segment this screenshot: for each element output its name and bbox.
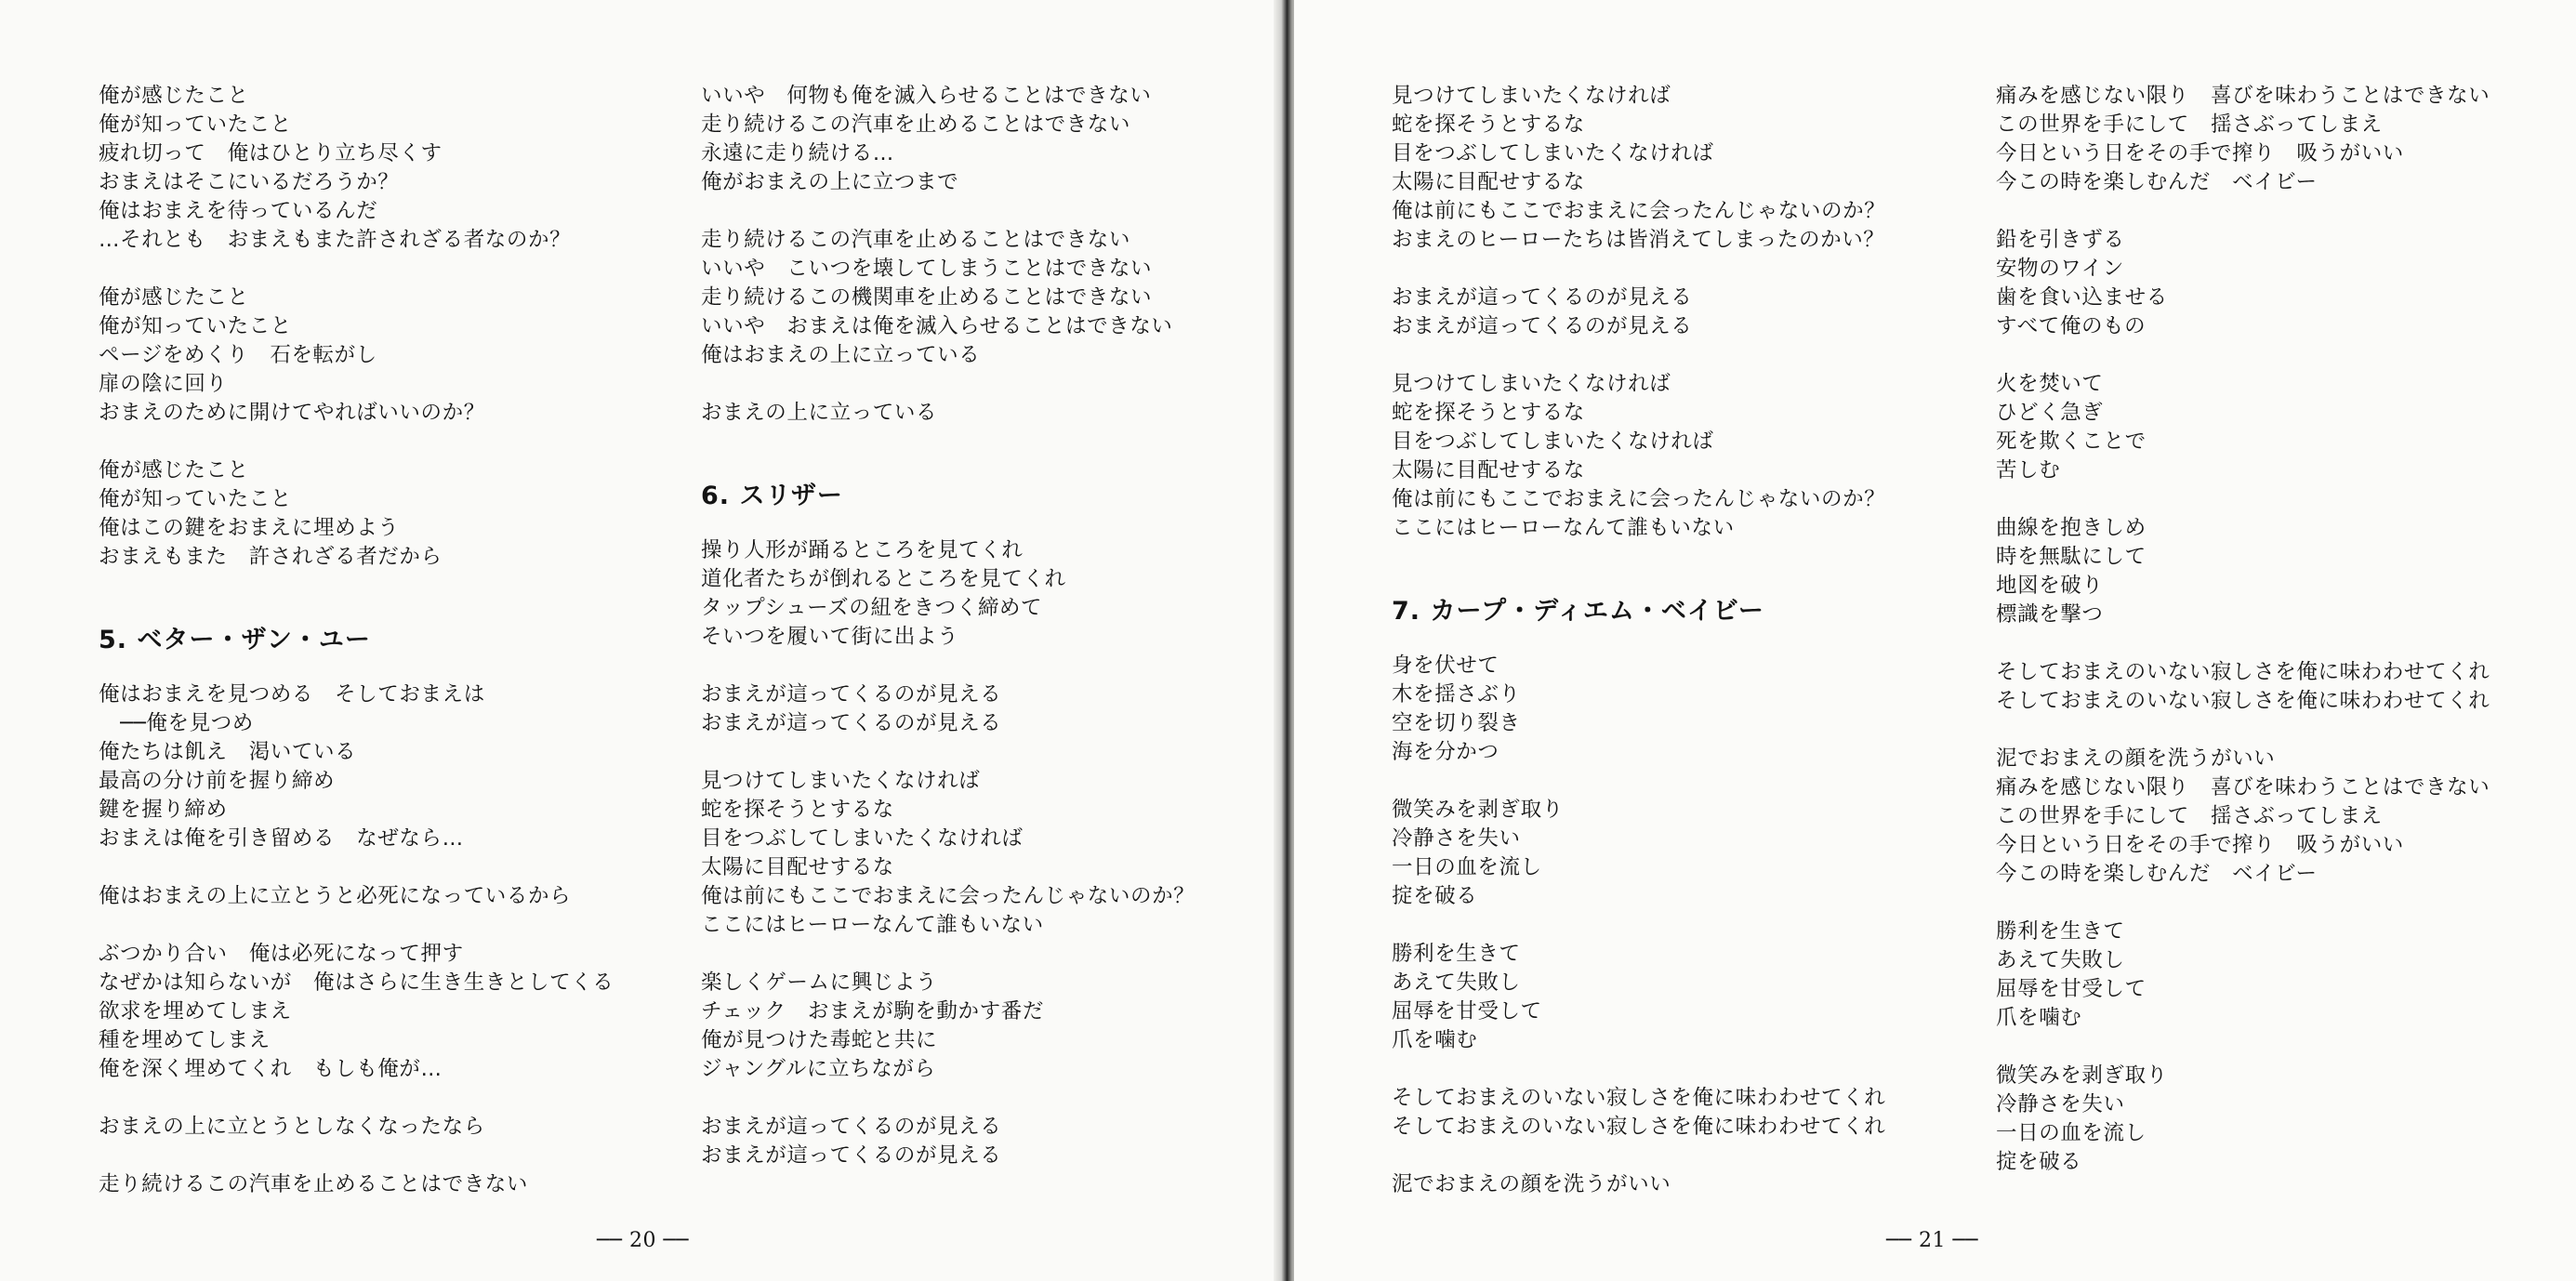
lyric-line: 一日の血を流し	[1392, 855, 1542, 879]
title-spacer	[701, 456, 1195, 478]
lyric-line: おまえが這ってくるのが見える	[701, 682, 1002, 707]
lyric-line: 走り続けるこの汽車を止めることはできない	[701, 112, 1131, 137]
lyric-line: 俺はおまえの上に立っている	[701, 343, 981, 367]
lyric-line: 目をつぶしてしまいたくなければ	[1392, 429, 1714, 454]
page-number-20: ── 20 ──	[597, 1229, 689, 1252]
lyric-line: 俺が感じたこと	[99, 458, 249, 482]
lyric-line: 鍵を握り締め	[99, 798, 228, 822]
lyric-line: この世界を手にして 揺さぶってしまえ	[1996, 112, 2383, 137]
lyric-line: 一日の血を流し	[1996, 1121, 2147, 1145]
stanza-break	[1392, 911, 1885, 940]
lyric-line: 疲れ切って 俺はひとり立ち尽くす	[99, 141, 443, 165]
song-title: 7. カープ・ディエム・ベイビー	[1392, 597, 1764, 626]
lyric-line: 太陽に目配せするな	[701, 855, 894, 879]
stanza-break	[99, 428, 614, 456]
stanza-break	[1996, 485, 2490, 514]
stanza-break	[99, 1142, 614, 1170]
lyric-line: 俺たちは飢え 渇いている	[99, 740, 357, 764]
lyric-line: 俺は前にもここでおまえに会ったんじゃないのか？	[701, 884, 1196, 908]
stanza-break	[701, 1084, 1195, 1113]
lyric-line: 海を分かつ	[1392, 740, 1499, 764]
lyric-line: 泥でおまえの顔を洗うがいい	[1392, 1172, 1671, 1196]
stanza-break	[701, 738, 1195, 767]
lyric-line: 今この時を楽しむんだ ベイビー	[1996, 170, 2318, 194]
lyric-line: 見つけてしまいたくなければ	[701, 769, 981, 793]
lyric-line: 掟を破る	[1392, 884, 1478, 908]
lyric-line: 最高の分け前を握り締め	[99, 769, 336, 793]
lyric-line: 目をつぶしてしまいたくなければ	[701, 826, 1024, 851]
lyric-line: …それとも おまえもまた許されざる者なのか？	[99, 228, 572, 252]
stanza-break	[701, 197, 1195, 226]
lyric-line: 欲求を埋めてしまえ	[99, 999, 292, 1023]
stanza-break	[1392, 1055, 1885, 1084]
lyric-line: 俺はおまえを見つめる そしておまえは	[99, 682, 485, 707]
lyric-line: 屈辱を甘受して	[1996, 977, 2147, 1001]
lyric-line: 掟を破る	[1996, 1150, 2082, 1174]
lyric-line: ジャングルに立ちながら	[701, 1057, 936, 1081]
lyric-line: そいつを履いて街に出よう	[701, 625, 959, 649]
lyric-line: 身を伏せて	[1392, 654, 1499, 678]
lyric-line: 空を切り裂き	[1392, 711, 1521, 735]
stanza-break	[1392, 1142, 1885, 1170]
lyric-line: 見つけてしまいたくなければ	[1392, 84, 1671, 108]
title-spacer	[701, 515, 1195, 536]
lyric-line: 扉の陰に回り	[99, 372, 228, 396]
right-page-column-1	[1392, 82, 1885, 1199]
stanza-break	[99, 1084, 614, 1113]
lyric-line: 時を無駄にして	[1996, 545, 2147, 569]
lyric-line: おまえはそこにいるだろうか？	[99, 170, 400, 194]
lyric-line: そしておまえのいない寂しさを俺に味わわせてくれ	[1996, 660, 2490, 684]
lyric-line: 爪を噛む	[1392, 1028, 1478, 1052]
lyric-line: 屈辱を甘受して	[1392, 999, 1542, 1023]
stanza-break	[1996, 197, 2490, 226]
right-page-column-2	[1996, 82, 2490, 1177]
lyric-line: いいや 何物も俺を滅入らせることはできない	[701, 84, 1152, 108]
lyric-line: 痛みを感じない限り 喜びを味わうことはできない	[1996, 775, 2490, 799]
stanza-break	[1392, 341, 1885, 370]
stanza-break	[1996, 716, 2490, 745]
stanza-break	[1996, 629, 2490, 658]
lyric-line: 走り続けるこの汽車を止めることはできない	[701, 228, 1131, 252]
song-title: 6. スリザー	[701, 482, 843, 510]
lyric-line: 俺はこの鍵をおまえに埋めよう	[99, 516, 400, 540]
lyric-line: 微笑みを剥ぎ取り	[1392, 798, 1564, 822]
song-title: 5. ベター・ザン・ユー	[99, 626, 371, 654]
lyric-line: 俺が見つけた毒蛇と共に	[701, 1028, 938, 1052]
lyric-line: 歯を食い込ませる	[1996, 285, 2168, 310]
lyric-line: 地図を破り	[1996, 574, 2104, 598]
stanza-break	[701, 940, 1195, 969]
lyric-line: 走り続けるこの汽車を止めることはできない	[99, 1172, 529, 1196]
lyric-line: なぜかは知らないが 俺はさらに生き生きとしてくる	[99, 971, 614, 995]
lyric-line: 俺が知っていたこと	[99, 314, 292, 338]
lyric-line: 死を欺くことで	[1996, 429, 2147, 454]
lyric-line: そしておまえのいない寂しさを俺に味わわせてくれ	[1392, 1086, 1886, 1110]
lyric-line: タップシューズの紐をきつく締めて	[701, 596, 1043, 620]
lyric-line: チェック おまえが駒を動かす番だ	[701, 999, 1044, 1023]
stanza-break	[99, 911, 614, 940]
lyric-line: おまえは俺を引き留める なぜなら…	[99, 826, 464, 851]
lyric-line: おまえのために開けてやればいいのか？	[99, 401, 485, 425]
lyric-line: 種を埋めてしまえ	[99, 1028, 271, 1052]
left-page	[0, 0, 1285, 1281]
stanza-break	[701, 428, 1195, 456]
stanza-break	[1996, 889, 2490, 918]
lyric-line: 苦しむ	[1996, 458, 2061, 482]
lyric-line: 俺はおまえの上に立とうと必死になっているから	[99, 884, 572, 908]
lyric-line: 俺はおまえを待っているんだ	[99, 199, 378, 223]
lyric-line: 微笑みを剥ぎ取り	[1996, 1063, 2168, 1088]
lyric-line: 太陽に目配せするな	[1392, 458, 1585, 482]
lyric-line: 今日という日をその手で搾り 吸うがいい	[1996, 833, 2404, 857]
left-page-column-1	[99, 82, 614, 1199]
lyric-line: 木を揺さぶり	[1392, 682, 1521, 707]
stanza-break	[1392, 255, 1885, 284]
stanza-break	[1392, 767, 1885, 796]
lyric-line: 俺が感じたこと	[99, 285, 249, 310]
stanza-break	[99, 853, 614, 882]
lyric-line: おまえの上に立とうとしなくなったなら	[99, 1115, 485, 1139]
stanza-break	[99, 572, 614, 601]
lyric-line: 永遠に走り続ける…	[701, 141, 894, 165]
title-spacer	[1392, 572, 1885, 593]
lyric-line: 俺は前にもここでおまえに会ったんじゃないのか？	[1392, 487, 1886, 511]
lyric-line: 鉛を引きずる	[1996, 228, 2125, 252]
lyric-line: おまえもまた 許されざる者だから	[99, 545, 443, 569]
lyric-line: 俺が知っていたこと	[99, 487, 292, 511]
lyric-line: 太陽に目配せするな	[1392, 170, 1585, 194]
title-spacer	[99, 659, 614, 680]
lyric-line: おまえが這ってくるのが見える	[1392, 285, 1693, 310]
page-number-21: ── 21 ──	[1886, 1229, 1978, 1252]
lyric-line: 蛇を探そうとするな	[701, 798, 894, 822]
lyric-line: いいや こいつを壊してしまうことはできない	[701, 257, 1153, 281]
title-spacer	[1392, 630, 1885, 652]
lyric-line: 目をつぶしてしまいたくなければ	[1392, 141, 1714, 165]
lyric-line: 道化者たちが倒れるところを見てくれ	[701, 567, 1066, 591]
lyric-line: 曲線を抱きしめ	[1996, 516, 2147, 540]
stanza-break	[1392, 543, 1885, 572]
lyric-line: おまえのヒーローたちは皆消えてしまったのかい？	[1392, 228, 1885, 252]
lyric-line: 操り人形が踊るところを見てくれ	[701, 538, 1024, 562]
stanza-break	[99, 255, 614, 284]
lyric-line: 泥でおまえの顔を洗うがいい	[1996, 746, 2276, 771]
lyric-line: 今日という日をその手で搾り 吸うがいい	[1996, 141, 2404, 165]
title-spacer	[99, 601, 614, 622]
lyric-line: 俺がおまえの上に立つまで	[701, 170, 959, 194]
lyric-line: 標識を撃つ	[1996, 602, 2104, 627]
lyric-line: 痛みを感じない限り 喜びを味わうことはできない	[1996, 84, 2490, 108]
lyric-line: そしておまえのいない寂しさを俺に味わわせてくれ	[1392, 1115, 1886, 1139]
left-page-column-2	[701, 82, 1195, 1170]
lyric-line: 楽しくゲームに興じよう	[701, 971, 938, 995]
lyric-line: 安物のワイン	[1996, 257, 2124, 281]
lyric-line: ここにはヒーローなんて誰もいない	[701, 913, 1044, 937]
lyric-line: いいや おまえは俺を滅入らせることはできない	[701, 314, 1173, 338]
lyric-line: 蛇を探そうとするな	[1392, 401, 1585, 425]
lyric-line: ぶつかり合い 俺は必死になって押す	[99, 942, 464, 966]
lyric-line: ページをめくり 石を転がし	[99, 343, 377, 367]
lyric-line: おまえが這ってくるのが見える	[701, 1143, 1002, 1168]
lyric-line: 俺を深く埋めてくれ もしも俺が…	[99, 1057, 443, 1081]
lyric-line: ここにはヒーローなんて誰もいない	[1392, 516, 1735, 540]
lyric-line: ──俺を見つめ	[99, 711, 254, 735]
stanza-break	[701, 652, 1195, 680]
lyric-line: この世界を手にして 揺さぶってしまえ	[1996, 804, 2383, 828]
stanza-break	[1996, 1033, 2490, 1062]
lyric-line: 冷静さを失い	[1996, 1092, 2125, 1116]
lyric-line: おまえが這ってくるのが見える	[701, 711, 1002, 735]
stanza-break	[1996, 341, 2490, 370]
lyric-line: 俺が感じたこと	[99, 84, 249, 108]
lyric-line: 爪を噛む	[1996, 1006, 2082, 1030]
lyric-line: 走り続けるこの機関車を止めることはできない	[701, 285, 1153, 310]
lyric-line: 今この時を楽しむんだ ベイビー	[1996, 862, 2318, 886]
lyric-line: 見つけてしまいたくなければ	[1392, 372, 1671, 396]
lyric-line: おまえが這ってくるのが見える	[1392, 314, 1693, 338]
lyric-line: 冷静さを失い	[1392, 826, 1521, 851]
lyric-line: 勝利を生きて	[1996, 919, 2125, 944]
lyric-line: 俺は前にもここでおまえに会ったんじゃないのか？	[1392, 199, 1886, 223]
lyric-line: ひどく急ぎ	[1996, 401, 2104, 425]
lyric-line: すべて俺のもの	[1996, 314, 2147, 338]
lyric-line: あえて失敗し	[1392, 971, 1521, 995]
lyric-line: 俺が知っていたこと	[99, 112, 292, 137]
lyric-line: おまえが這ってくるのが見える	[701, 1115, 1002, 1139]
lyric-line: おまえの上に立っている	[701, 401, 938, 425]
lyric-line: 蛇を探そうとするな	[1392, 112, 1585, 137]
stanza-break	[701, 370, 1195, 399]
right-page	[1294, 0, 2576, 1281]
lyric-line: そしておまえのいない寂しさを俺に味わわせてくれ	[1996, 689, 2490, 713]
lyric-line: 火を焚いて	[1996, 372, 2104, 396]
lyric-line: あえて失敗し	[1996, 948, 2125, 972]
lyric-line: 勝利を生きて	[1392, 942, 1521, 966]
